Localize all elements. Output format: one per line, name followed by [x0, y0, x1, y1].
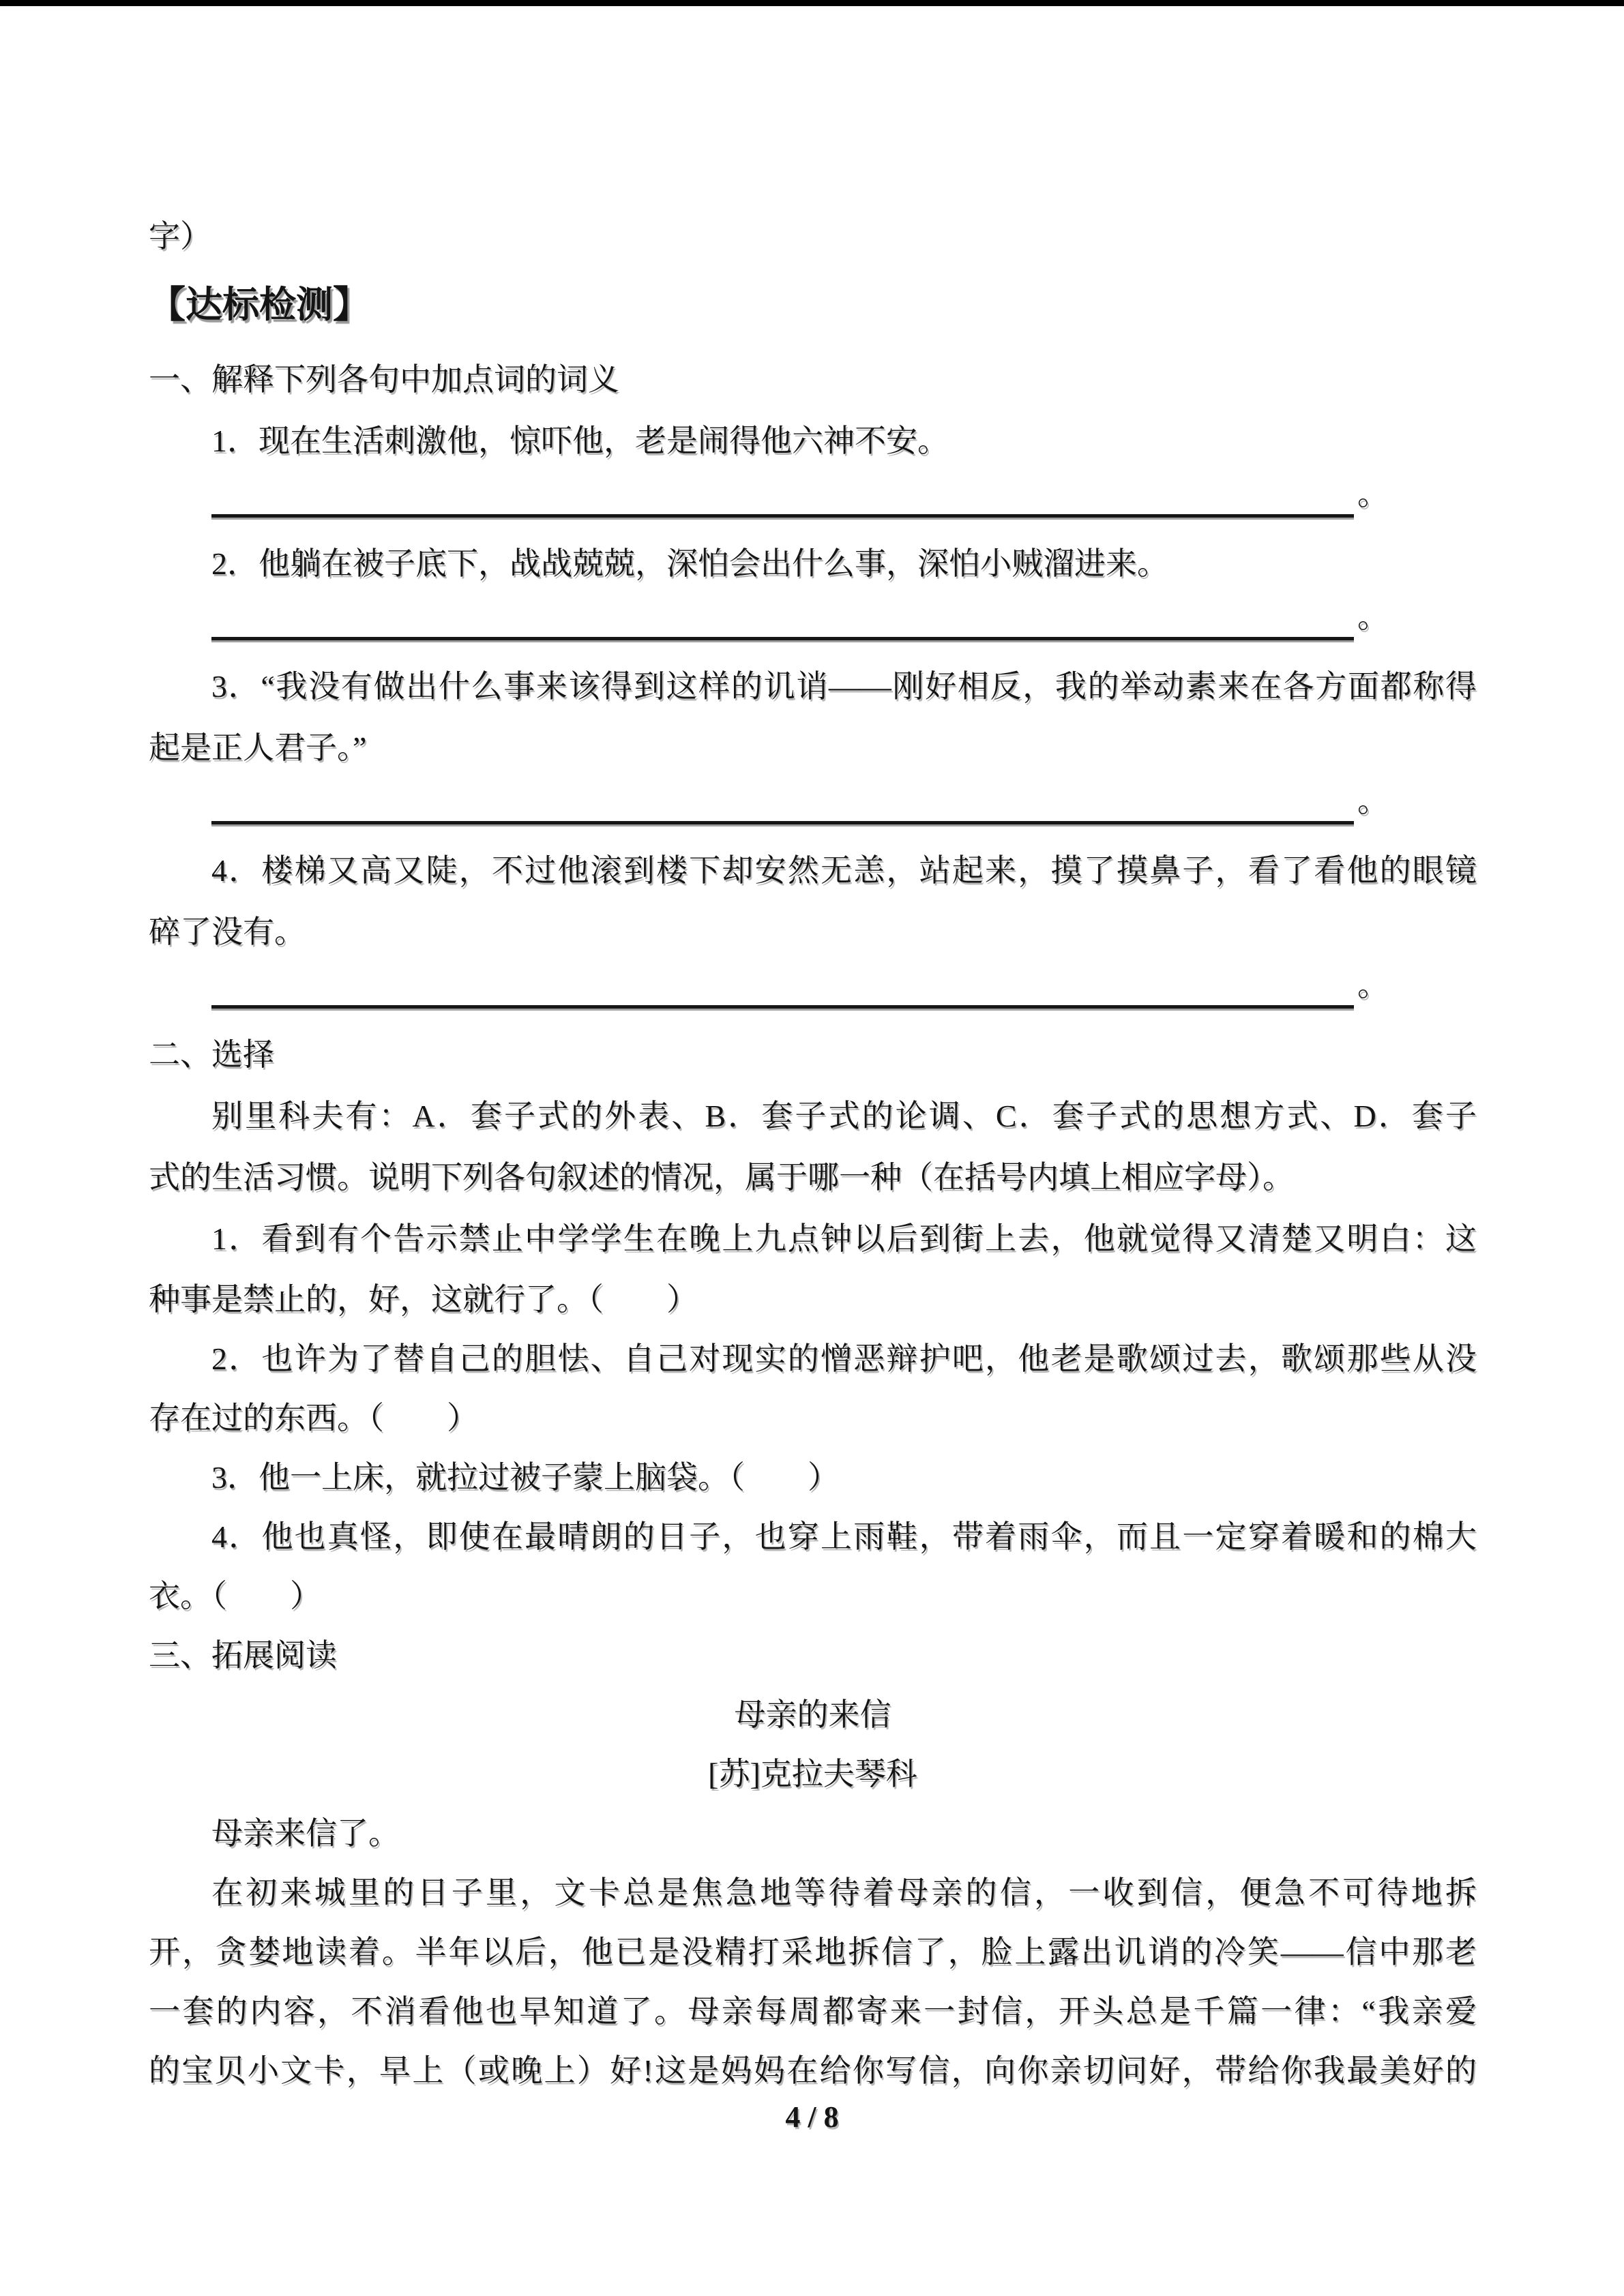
section-2-intro-cont: 式的生活习惯。说明下列各句叙述的情况，属于哪一种（在括号内填上相应字母）。 — [149, 1160, 1294, 1195]
answer-underline — [211, 637, 1354, 640]
reading-author: [苏]克拉夫琴科 — [708, 1757, 917, 1791]
answer-blank-1 — [149, 472, 1477, 533]
item-1-2: 2．他躺在被子底下，战战兢兢，深怕会出什么事，深怕小贼溜进来。 — [211, 546, 1168, 581]
page-number: 4 / 8 — [785, 2100, 839, 2134]
answer-blank-3 — [149, 779, 1477, 840]
reading-title: 母亲的来信 — [734, 1697, 891, 1732]
reading-para-2-cont-3: 的宝贝小文卡，早上（或晚上）好!这是妈妈在给你写信，向你亲切问好，带给你我最美好的 — [149, 2053, 1477, 2088]
period-mark: 。 — [1357, 784, 1389, 818]
period-mark: 。 — [1357, 968, 1389, 1002]
answer-underline — [211, 821, 1354, 824]
item-2-1-cont: 种事是禁止的，好，这就行了。（ ） — [149, 1282, 698, 1317]
item-2-4-cont: 衣。（ ） — [149, 1579, 321, 1613]
section-1-title: 一、解释下列各句中加点词的词义 — [149, 362, 619, 397]
period-mark: 。 — [1357, 599, 1389, 634]
answer-blank-2 — [149, 595, 1477, 656]
answer-underline — [211, 514, 1354, 518]
truncated-line: 字） — [149, 219, 211, 254]
item-1-3: 3．“我没有做出什么事来该得到这样的讥诮——刚好相反，我的举动素来在各方面都称得 — [211, 669, 1477, 704]
item-2-4: 4．他也真怪，即使在最晴朗的日子，也穿上雨鞋，带着雨伞，而且一定穿着暖和的棉大 — [211, 1519, 1477, 1554]
period-mark: 。 — [1357, 477, 1389, 511]
answer-underline — [211, 1005, 1354, 1009]
reading-para-2: 在初来城里的日子里，文卡总是焦急地等待着母亲的信，一收到信，便急不可待地拆 — [211, 1875, 1477, 1910]
item-2-2-cont: 存在过的东西。（ ） — [149, 1401, 478, 1435]
reading-para-2-cont-1: 开，贪婪地读着。半年以后，他已是没精打采地拆信了，脸上露出讥诮的冷笑——信中那老 — [149, 1935, 1477, 1969]
reading-para-1: 母亲来信了。 — [211, 1816, 400, 1851]
item-1-4: 4．楼梯又高又陡，不过他滚到楼下却安然无恙，站起来，摸了摸鼻子，看了看他的眼镜 — [211, 853, 1477, 888]
item-1-1: 1．现在生活刺激他，惊吓他，老是闹得他六神不安。 — [211, 423, 949, 458]
section-3-title: 三、拓展阅读 — [149, 1638, 337, 1673]
page-top-bar — [0, 0, 1624, 6]
reading-para-2-cont-2: 一套的内容，不消看他也早知道了。母亲每周都寄来一封信，开头总是千篇一律：“我亲爱 — [149, 1994, 1477, 2029]
checkpoint-heading: 【达标检测】 — [149, 284, 370, 325]
answer-blank-4 — [149, 963, 1477, 1024]
item-1-3-cont: 起是正人君子。” — [149, 730, 367, 765]
item-2-3: 3．他一上床，就拉过被子蒙上脑袋。（ ） — [211, 1460, 839, 1495]
document-page — [149, 206, 1477, 2100]
section-2-intro: 别里科夫有：A．套子式的外表、B．套子式的论调、C．套子式的思想方式、D．套子 — [211, 1099, 1477, 1133]
item-2-2: 2．也许为了替自己的胆怯、自己对现实的憎恶辩护吧，他老是歌颂过去，歌颂那些从没 — [211, 1341, 1477, 1376]
item-2-1: 1．看到有个告示禁止中学学生在晚上九点钟以后到街上去，他就觉得又清楚又明白：这 — [211, 1221, 1477, 1256]
item-1-4-cont: 碎了没有。 — [149, 914, 306, 949]
section-2-title: 二、选择 — [149, 1037, 274, 1072]
